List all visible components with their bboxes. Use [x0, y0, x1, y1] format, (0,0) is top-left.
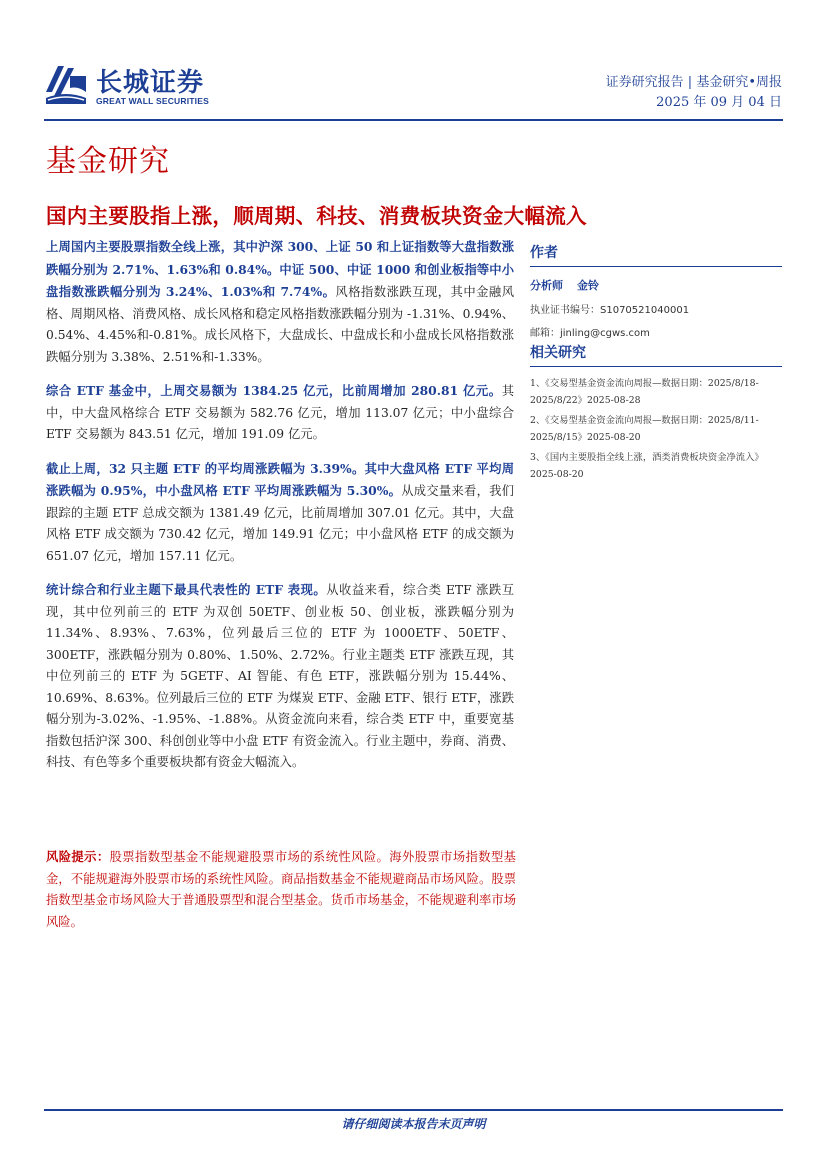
paragraph-lead: 统计综合和行业主题下最具代表性的 ETF 表现。 [46, 582, 327, 597]
header-divider [44, 119, 783, 121]
email-link[interactable]: jinling@cgws.com [560, 328, 650, 339]
logo-english-name: GREAT WALL SECURITIES [96, 96, 209, 106]
cert-number: S1070521040001 [600, 305, 690, 316]
paragraph [46, 458, 514, 568]
footer-divider [44, 1109, 783, 1111]
paragraph-text: 从收益来看，综合类 ETF 涨跌互现，其中位列前三的 ETF 为双创 50ETF、创业板 50、创业板，涨跌幅分别为 11.34%、8.93%、7.63%，位列最后三位的 ETF 为 1000ETF、50ETF、300ETF，涨跌幅分别为 0.80%、1.50%、2.72%。行业主题类 ETF 涨跌互现，其中位列前三的 ETF 为 5GETF、AI 智能、有色 ETF，涨跌幅分别为 15.44%、10.69%、8.63%。位列最后三位的 ETF 为煤炭 ETF、金融 ETF、银行 ETF，涨跌幅分别为-3.02%、-1.95%、-1.88%。从资金流向来看，综合类 ETF 中，重要宽基指数包括沪深 300、科创创业等中小盘 ETF 有资金流入。行业主题中，券商、消费、科技、有色等多个重要板块都有资金大幅流入。 [46, 583, 514, 769]
document-category: 基金研究 [46, 144, 170, 179]
paragraph [46, 380, 514, 446]
email-label: 邮箱： [530, 328, 560, 339]
cert-label: 执业证书编号： [530, 305, 600, 316]
great-wall-logo-icon [44, 62, 88, 106]
paragraph-text: 风格指数涨跌互现，其中金融风格、周期风格、消费风格、成长风格和稳定风格指数涨跌幅分别为 -1.31%、0.94%、0.54%、4.45%和-0.81%。成长风格下，大盘成长、中盘成长和小盘成长风格指数涨跌幅分别为 3.38%、2.51%和-1.33%。 [46, 285, 514, 364]
report-date: 2025 年 09 月 04 日 [656, 95, 782, 110]
related-item[interactable]: 2、《交易型基金资金流向周报—数据日期：2025/8/11-2025/8/15》2025-08-20 [530, 415, 759, 443]
cert-line [530, 301, 782, 316]
paragraph-lead: 上周国内主要股票指数全线上涨，其中沪深 300、上证 50 和上证指数等大盘指数涨跌幅分别为 2.71%、1.63%和 0.84%。中证 500、中证 1000 和创业板指等中小盘指数涨跌幅分别为 3.24%、1.03%和 7.74%。 [46, 239, 514, 299]
paragraph-lead: 综合 ETF 基金中，上周交易额为 1384.25 亿元，比前周增加 280.81 亿元。 [46, 383, 502, 398]
related-list [530, 375, 782, 483]
paragraph [46, 236, 514, 368]
risk-text: 股票指数型基金不能规避股票市场的系统性风险。海外股票市场指数型基金，不能规避海外股票市场的系统性风险。商品指数基金不能规避商品市场风险。股票指数型基金市场风险大于普通股票型和混合型基金。货币市场基金，不能规避利率市场风险。 [46, 850, 516, 929]
analyst-role: 分析师 [530, 279, 563, 292]
email-line [530, 324, 782, 339]
analyst-line [530, 277, 782, 293]
paragraph-lead: 截止上周，32 只主题 ETF 的平均周涨跌幅为 3.39%。其中大盘风格 ETF 平均周涨跌幅为 0.95%，中小盘风格 ETF 平均周涨跌幅为 5.30%。 [46, 460, 514, 498]
header-meta [606, 73, 782, 113]
main-content [46, 236, 514, 786]
analyst-name: 金铃 [577, 279, 599, 292]
paragraph [46, 579, 514, 774]
related-heading: 相关研究 [530, 342, 782, 367]
author-heading: 作者 [530, 242, 782, 267]
document-title: 国内主要股指上涨，顺周期、科技、消费板块资金大幅流入 [46, 204, 587, 228]
risk-label: 风险提示： [46, 849, 110, 864]
risk-warning [46, 846, 516, 933]
author-panel [530, 242, 782, 339]
logo-chinese-name: 长城证券 [96, 68, 205, 98]
related-item[interactable]: 3、《国内主要股指全线上涨，酒类消费板块资金净流入》2025-08-20 [530, 452, 764, 480]
company-logo [44, 62, 234, 108]
related-research-panel [530, 342, 782, 486]
report-type: 证券研究报告 | 基金研究•周报 [605, 75, 782, 90]
related-item[interactable]: 1、《交易型基金资金流向周报—数据日期：2025/8/18-2025/8/22》2025-08-28 [530, 378, 759, 406]
footer-disclaimer: 请仔细阅读本报告末页声明 [341, 1117, 486, 1131]
paragraph-text: 其中，中大盘风格综合 ETF 交易额为 582.76 亿元，增加 113.07 亿元；中小盘综合 ETF 交易额为 843.51 亿元，增加 191.09 亿元。 [46, 384, 514, 441]
paragraph-text: 从成交量来看，我们跟踪的主题 ETF 总成交额为 1381.49 亿元，比前周增加 307.01 亿元。其中，大盘风格 ETF 成交额为 730.42 亿元，增加 149.91 亿元；中小盘风格 ETF 的成交额为 651.07 亿元，增加 157.11 亿元。 [46, 484, 514, 563]
